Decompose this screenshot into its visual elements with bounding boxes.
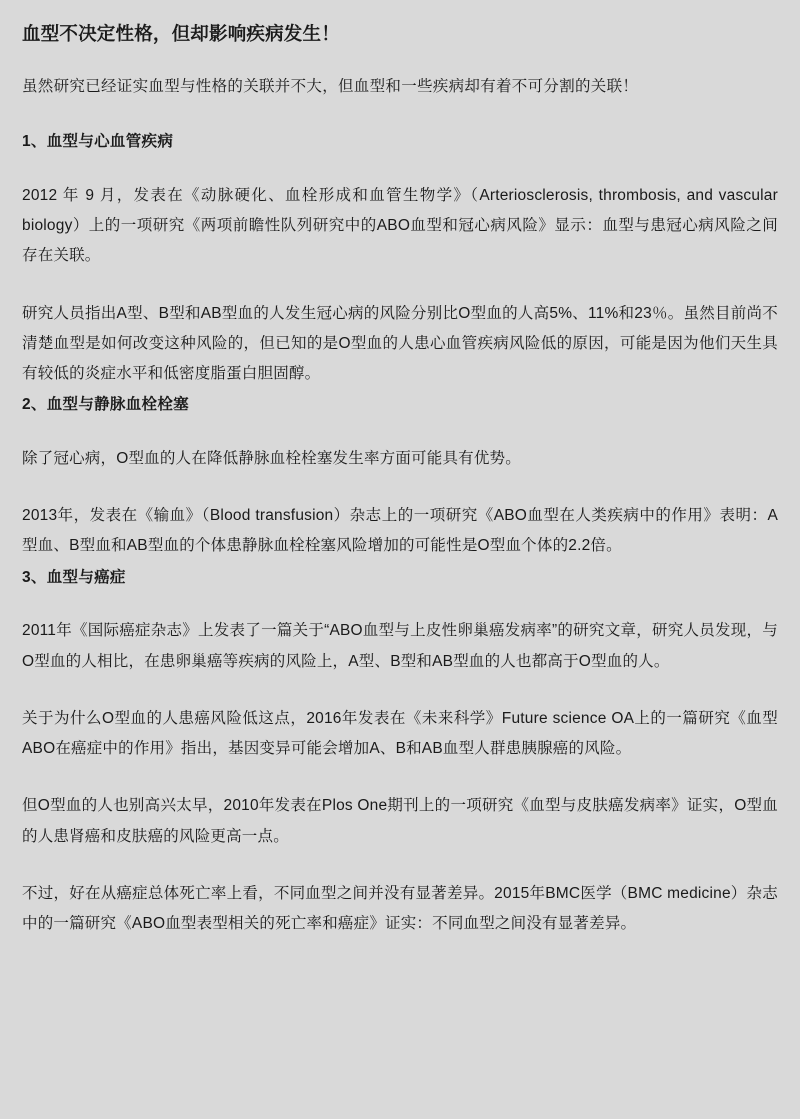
section-heading-2: 2、血型与静脉血栓栓塞 [22, 396, 189, 414]
article-section-2 [22, 393, 778, 561]
paragraph: 关于为什么O型血的人患癌风险低这点，2016年发表在《未来科学》Future science OA上的一篇研究《血型ABO在癌症中的作用》指出，基因变异可能会增加A、B和AB血型人群患胰腺癌的风险。 [22, 709, 778, 758]
article-section-3 [22, 566, 778, 940]
article-lead-paragraph: 虽然研究已经证实血型与性格的关联并不大，但血型和一些疾病却有着不可分割的关联！ [22, 77, 639, 95]
paragraph: 研究人员指出A型、B型和AB型血的人发生冠心病的风险分别比O型血的人高5%、11%和23％。虽然目前尚不清楚血型是如何改变这种风险的，但已知的是O型血的人患心血管疾病风险低的原因，可能是因为他们天生具有较低的炎症水平和低密度脂蛋白胆固醇。 [22, 304, 778, 382]
paragraph: 不过，好在从癌症总体死亡率上看，不同血型之间并没有显著差异。2015年BMC医学（BMC medicine）杂志中的一篇研究《ABO血型表型相关的死亡率和癌症》证实：不同血型之间没有显著差异。 [22, 884, 778, 932]
paragraph: 除了冠心病，O型血的人在降低静脉血栓栓塞发生率方面可能具有优势。 [22, 450, 521, 467]
section-heading-3: 3、血型与癌症 [22, 568, 126, 586]
paragraph: 但O型血的人也别高兴太早，2010年发表在Plos One期刊上的一项研究《血型与皮肤癌发病率》证实，O型血的人患肾癌和皮肤癌的风险更高一点。 [22, 797, 778, 845]
paragraph: 2012 年 9 月，发表在《动脉硬化、血栓形成和血管生物学》（Arteriosclerosis, thrombosis, and vascular biology）上的一项研究《两项前瞻性队列研究中的ABO血型和冠心病风险》显示：血型与患冠心病风险之间存在关联。 [22, 186, 778, 265]
article-section-1 [22, 130, 778, 389]
section-heading-1: 1、血型与心血管疾病 [22, 133, 174, 151]
paragraph: 2013年，发表在《输血》（Blood transfusion）杂志上的一项研究《ABO血型在人类疾病中的作用》表明：A型血、B型血和AB型血的个体患静脉血栓栓塞风险增加的可能性是O型血个体的2.2倍。 [22, 507, 778, 555]
paragraph: 2011年《国际癌症杂志》上发表了一篇关于“ABO血型与上皮性卵巢癌发病率”的研究文章，研究人员发现，与O型血的人相比，在患卵巢癌等疾病的风险上，A型、B型和AB型血的人也都高于O型血的人。 [22, 622, 778, 670]
page-title: 血型不决定性格，但却影响疾病发生！ [22, 23, 340, 44]
